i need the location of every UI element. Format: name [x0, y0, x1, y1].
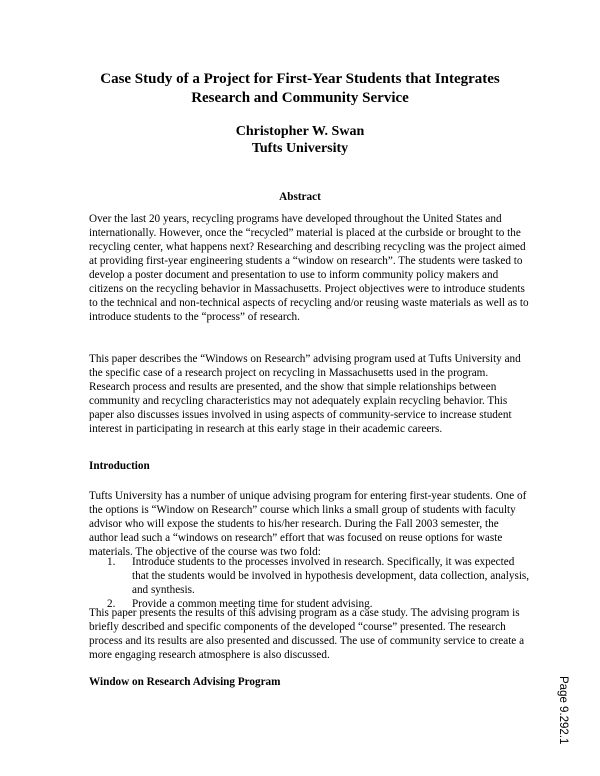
abstract-heading: Abstract — [279, 191, 321, 203]
introduction-paragraph-1: Tufts University has a number of unique advising program for entering first-year students. One of the options is “Window on Research” course which links a small group of students with faculty advisor who will expose the students to his/her research. During the Fall 2003 semester, the author lead such a “windows on research” effort that was focused on reuse options for waste materials. The objective of the course was two fold: — [89, 490, 527, 558]
title-line-2: Research and Community Service — [191, 90, 409, 106]
list-item-text: Introduce students to the processes involved in research. Specifically, it was expected that the students would be involved in hypothesis development, data collection, analysis, and synthesis. — [132, 556, 530, 596]
abstract-paragraph-1: Over the last 20 years, recycling programs have developed throughout the United States and internationally. However, once the “recycled” material is placed at the curbside or brought to the recycling center, what happens next? Researching and describing recycling was the project aimed at providing first-year engineering students a “window on research”. The students were tasked to develop a poster document and presentation to use to inform community policy makers and citizens on the recycling behavior in Massachusetts. Project objectives were to introduce students to the technical and non-technical aspects of recycling and/or reusing waste materials as well as to introduce students to the “process” of research. — [89, 213, 529, 323]
paper-title — [60, 70, 540, 108]
author-block — [60, 123, 540, 157]
list-item-text: Provide a common meeting time for student advising. — [132, 598, 373, 610]
page-number: Page 9.292.1 — [557, 676, 569, 745]
section-heading-window-on-research: Window on Research Advising Program — [89, 676, 281, 688]
title-line-1: Case Study of a Project for First-Year Students that Integrates — [100, 71, 500, 87]
list-item-number: 2. — [107, 598, 116, 610]
introduction-paragraph-2: This paper presents the results of this advising program as a case study. The advising program is briefly described and specific components of the developed “course” presented. The research process and its results are also presented and discussed. The use of community service to create a more engaging research atmosphere is also discussed. — [89, 607, 525, 661]
author-affiliation: Tufts University — [251, 141, 349, 156]
author-name: Christopher W. Swan — [235, 124, 365, 139]
abstract-paragraph-2: This paper describes the “Windows on Research” advising program used at Tufts University and the specific case of a research project on recycling in Massachusetts used in the program. Research process and results are presented, and the show that simple relationships between community and recycling characteristics may not adequately explain recycling behavior. This paper also discusses issues involved in using aspects of community-service to increase student interest in participating in research at this early stage in their academic careers. — [89, 353, 521, 435]
list-item-number: 1. — [107, 556, 116, 568]
introduction-heading: Introduction — [89, 460, 150, 472]
